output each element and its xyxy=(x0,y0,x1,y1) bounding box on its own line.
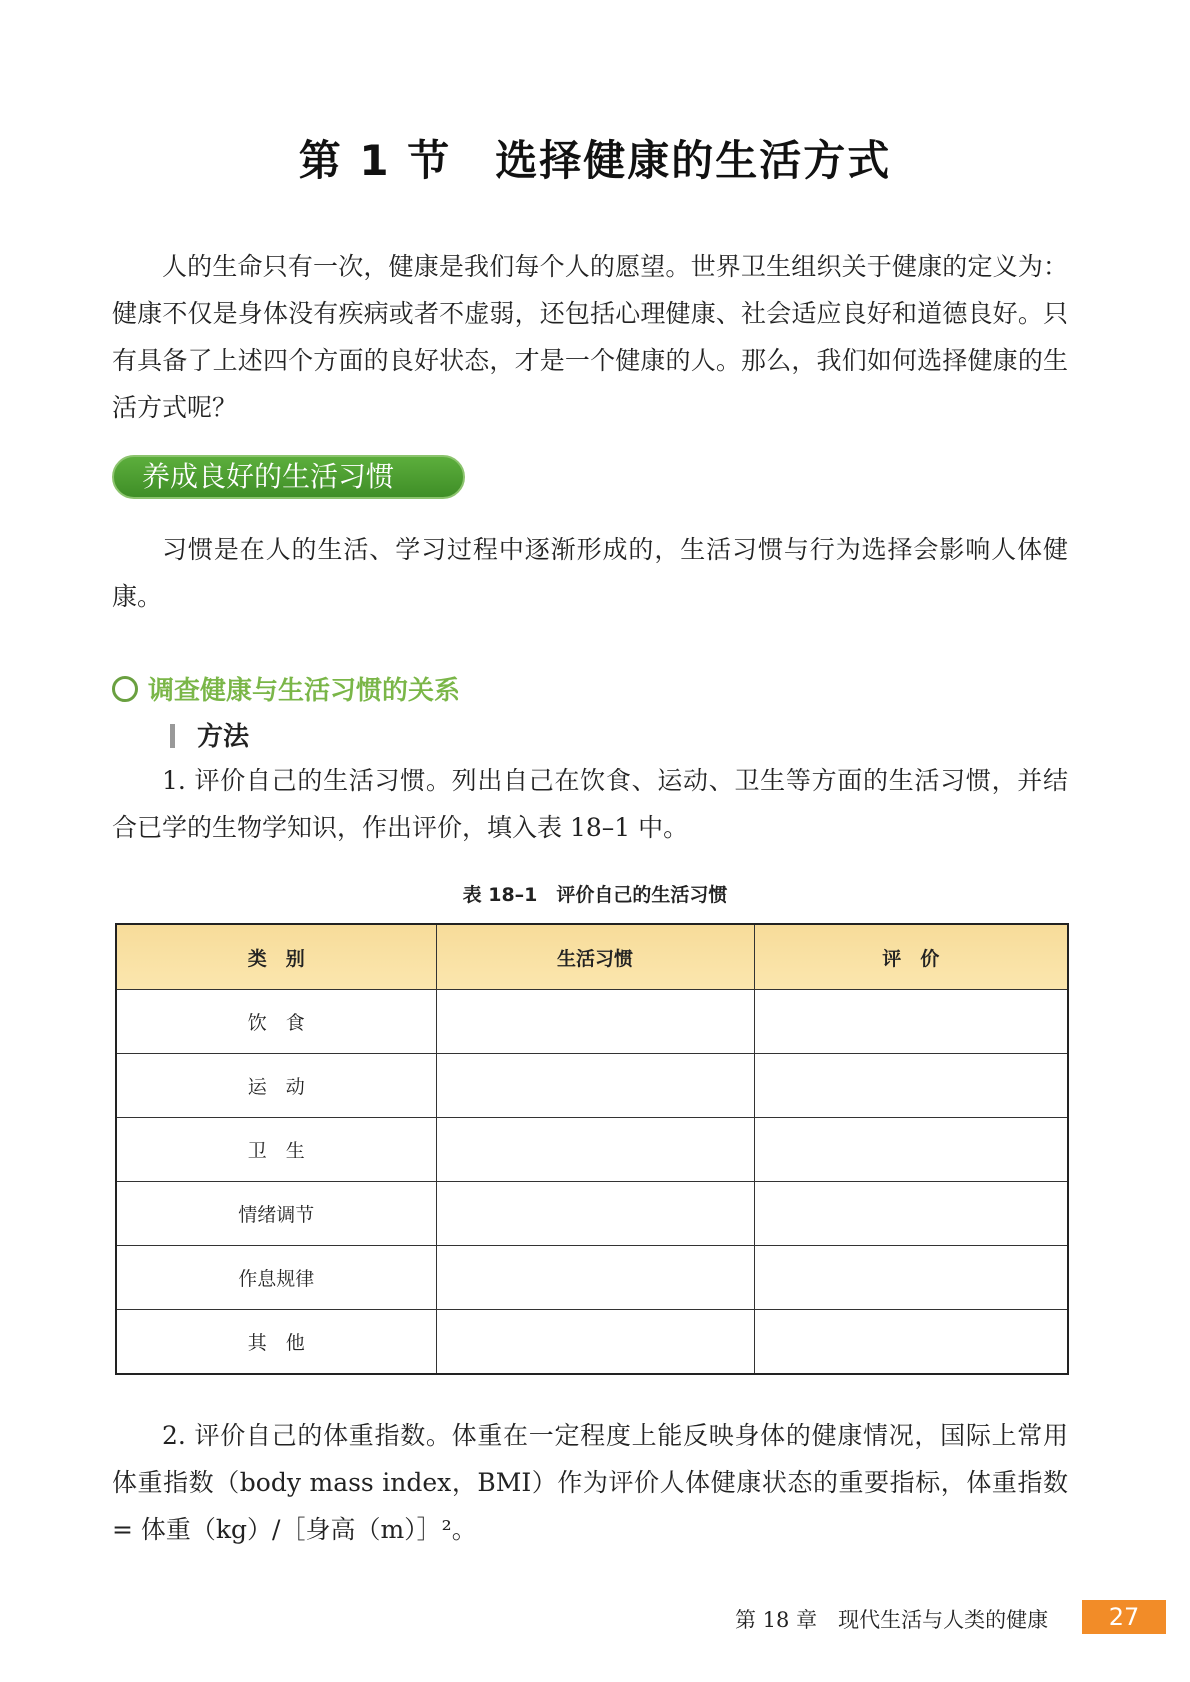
header-category: 类 别 xyxy=(116,924,436,990)
table-row xyxy=(116,1182,1068,1246)
table-row xyxy=(116,1118,1068,1182)
circle-icon xyxy=(112,676,138,702)
table-row xyxy=(116,1246,1068,1310)
evaluation-cell[interactable] xyxy=(754,1246,1068,1310)
habit-paragraph: 习惯是在人的生活、学习过程中逐渐形成的，生活习惯与行为选择会影响人体健康。 xyxy=(112,535,1068,611)
header-habit: 生活习惯 xyxy=(436,924,754,990)
row-category: 运 动 xyxy=(116,1054,436,1118)
table-row xyxy=(116,1054,1068,1118)
row-category: 饮 食 xyxy=(116,990,436,1054)
evaluation-cell[interactable] xyxy=(754,1054,1068,1118)
evaluation-cell[interactable] xyxy=(754,1182,1068,1246)
section-title: 第 1 节 选择健康的生活方式 xyxy=(298,136,892,185)
evaluation-cell[interactable] xyxy=(754,990,1068,1054)
habit-cell[interactable] xyxy=(436,1182,754,1246)
table-row xyxy=(116,990,1068,1054)
habits-table xyxy=(115,923,1069,1375)
habit-cell[interactable] xyxy=(436,1310,754,1375)
activity-heading xyxy=(112,670,460,707)
subsection-heading: 养成良好的生活习惯 xyxy=(112,455,465,499)
habit-cell[interactable] xyxy=(436,1054,754,1118)
table-row xyxy=(116,1310,1068,1375)
header-evaluation: 评 价 xyxy=(754,924,1068,990)
habit-cell[interactable] xyxy=(436,990,754,1054)
chapter-footer: 第 18 章 现代生活与人类的健康 xyxy=(735,1608,1049,1632)
method-label: 方法 xyxy=(197,722,250,752)
method-heading xyxy=(170,716,249,753)
table-caption: 表 18–1 评价自己的生活习惯 xyxy=(462,884,728,906)
row-category: 卫 生 xyxy=(116,1118,436,1182)
habit-cell[interactable] xyxy=(436,1118,754,1182)
step-2: 2. 评价自己的体重指数。体重在一定程度上能反映身体的健康情况，国际上常用体重指数（body mass index，BMI）作为评价人体健康状态的重要指标，体重指数 = 体重（kg）/［身高（m）］²。 xyxy=(112,1421,1068,1544)
evaluation-cell[interactable] xyxy=(754,1118,1068,1182)
bar-marker-icon xyxy=(170,724,175,748)
page-number: 27 xyxy=(1082,1600,1166,1634)
activity-title: 调查健康与生活习惯的关系 xyxy=(148,676,461,706)
step-1: 1. 评价自己的生活习惯。列出自己在饮食、运动、卫生等方面的生活习惯，并结合已学的生物学知识，作出评价，填入表 18–1 中。 xyxy=(112,766,1068,842)
intro-paragraph: 人的生命只有一次，健康是我们每个人的愿望。世界卫生组织关于健康的定义为：健康不仅是身体没有疾病或者不虚弱，还包括心理健康、社会适应良好和道德良好。只有具备了上述四个方面的良好状态，才是一个健康的人。那么，我们如何选择健康的生活方式呢？ xyxy=(112,252,1068,422)
row-category: 作息规律 xyxy=(116,1246,436,1310)
row-category: 情绪调节 xyxy=(116,1182,436,1246)
habit-cell[interactable] xyxy=(436,1246,754,1310)
table-header-row xyxy=(116,924,1068,990)
row-category: 其 他 xyxy=(116,1310,436,1375)
evaluation-cell[interactable] xyxy=(754,1310,1068,1375)
